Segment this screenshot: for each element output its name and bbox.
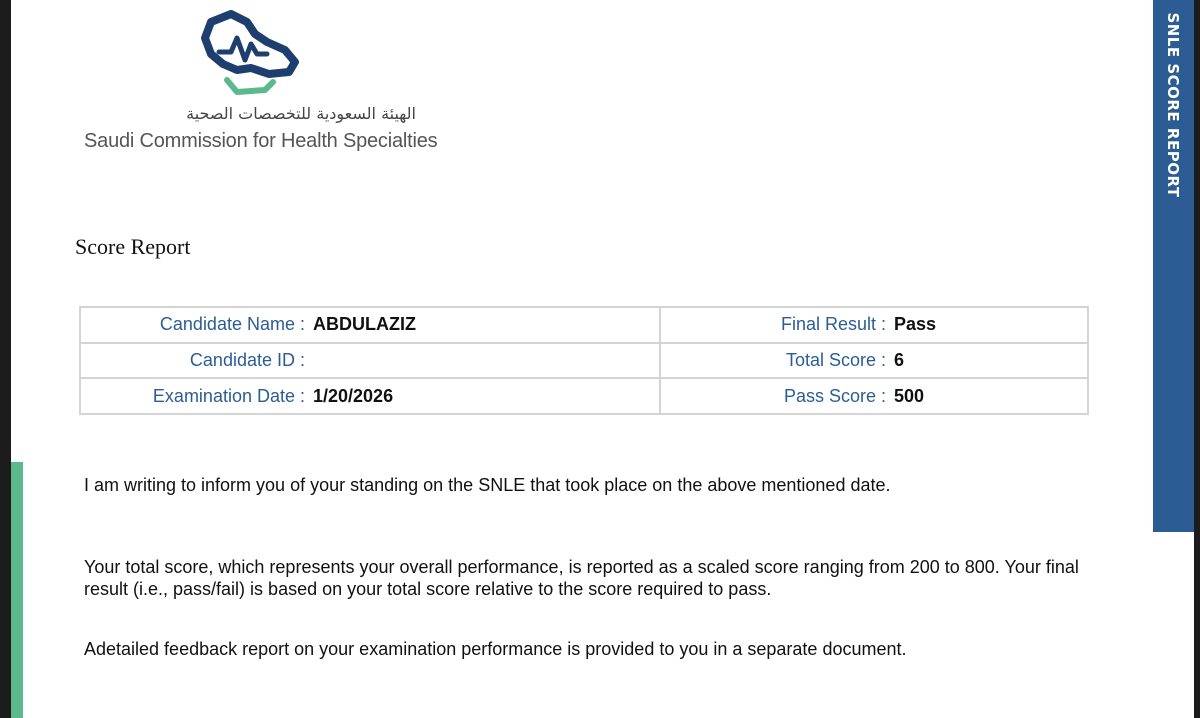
- final-result-value: Pass: [894, 314, 937, 335]
- total-score-label: Total Score :: [785, 349, 886, 370]
- final-result-cell: [660, 307, 1088, 343]
- pass-score-cell: [660, 378, 1088, 414]
- candidate-name-label: Candidate Name :: [159, 314, 305, 335]
- total-score-cell: [660, 343, 1088, 379]
- candidate-id-cell: [80, 343, 660, 379]
- exam-date-label: Examination Date :: [152, 385, 305, 406]
- table-row: [80, 378, 1088, 414]
- scfhs-logo-icon: [197, 8, 307, 100]
- candidate-id-label: Candidate ID :: [189, 349, 305, 370]
- exam-date-cell: [80, 378, 660, 414]
- pass-score-label: Pass Score :: [783, 385, 886, 406]
- feedback-paragraph: Adetailed feedback report on your examination performance is provided to you in a separate document.: [84, 639, 907, 659]
- exam-date-value: 1/20/2026: [313, 385, 394, 406]
- side-banner-text: SNLE SCORE REPORT: [1164, 12, 1182, 198]
- score-explanation-paragraph: Your total score, which represents your overall performance, is reported as a scaled score ranging from 200 to 800. Your final result (i.e., pass/fail) is based on your total score relative to the score required to pass.: [84, 557, 1079, 599]
- final-result-label: Final Result :: [780, 314, 886, 335]
- total-score-value: 6: [894, 349, 905, 370]
- candidate-info-table: [79, 306, 1089, 415]
- table-row: [80, 343, 1088, 379]
- intro-paragraph: I am writing to inform you of your standing on the SNLE that took place on the above mentioned date.: [84, 475, 891, 495]
- candidate-name-cell: [80, 307, 660, 343]
- organization-name-arabic: الهيئة السعودية للتخصصات الصحية: [186, 104, 416, 123]
- green-accent-bar: [11, 462, 23, 718]
- organization-name-english: Saudi Commission for Health Specialties: [84, 130, 438, 152]
- table-row: [80, 307, 1088, 343]
- right-edge: [1194, 0, 1200, 718]
- pass-score-value: 500: [894, 385, 925, 406]
- candidate-name-value: ABDULAZIZ: [313, 314, 416, 335]
- left-edge: [0, 0, 11, 718]
- report-title: Score Report: [75, 234, 191, 259]
